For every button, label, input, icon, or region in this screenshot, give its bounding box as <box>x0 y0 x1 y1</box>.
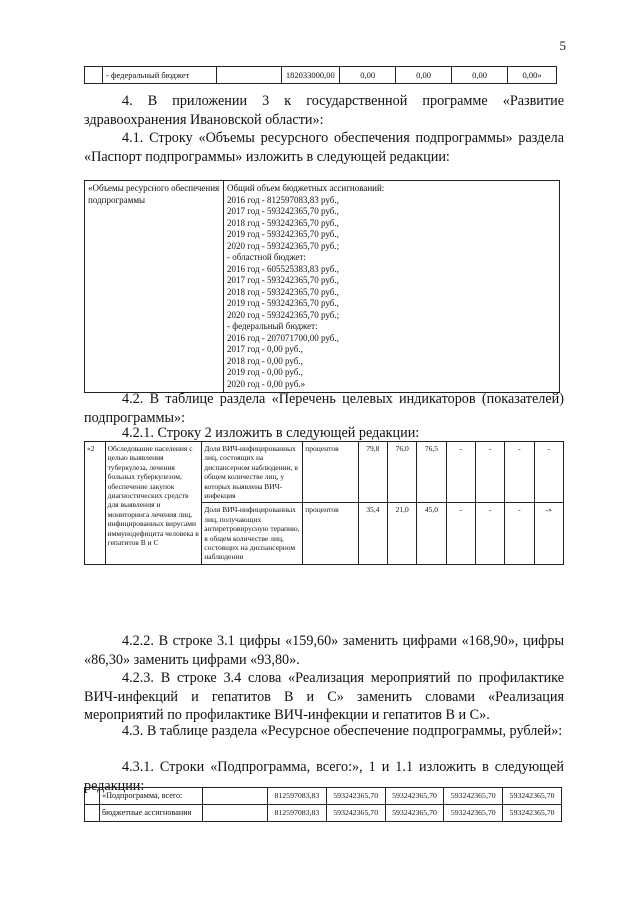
table-cell: процентов <box>303 503 358 564</box>
table-cell: «Подпрограмма, всего: <box>100 788 203 805</box>
table-cell: 45,0 <box>417 503 446 564</box>
table-cell: 812597083,83 <box>268 788 327 805</box>
table-cell: 593242365,70 <box>385 788 444 805</box>
table-cell: 593242365,70 <box>385 805 444 822</box>
table-cell: 0,00» <box>508 67 557 84</box>
text-line: 2017 год - 593242365,70 руб., <box>227 275 339 285</box>
table-cell: 593242365,70 <box>444 788 503 805</box>
table-cell: 593242365,70 <box>444 805 503 822</box>
table-cell: 35,4 <box>358 503 387 564</box>
table-cell: 0,00 <box>452 67 508 84</box>
table-row <box>85 788 562 805</box>
paragraph-4-2: 4.2. В таблице раздела «Перечень целевых индикаторов (показателей) подпрограммы»: <box>84 391 564 426</box>
table-cell: 593242365,70 <box>326 788 385 805</box>
table-row <box>85 67 557 84</box>
table-cell: 79,8 <box>358 442 387 503</box>
table-cell: процентов <box>303 442 358 503</box>
table-cell: 0,00 <box>340 67 396 84</box>
table-cell: 593242365,70 <box>503 805 562 822</box>
text-line: 2018 год - 593242365,70 руб., <box>227 286 339 297</box>
passport-table <box>84 180 560 393</box>
table-row <box>85 442 564 503</box>
empty-cell <box>85 788 100 805</box>
table-cell: 21,0 <box>387 503 416 564</box>
text-line: - федеральный бюджет: <box>227 321 318 331</box>
text-line: 2016 год - 605525383,83 руб., <box>227 263 339 274</box>
text-line: 2018 год - 0,00 руб., <box>227 355 303 366</box>
page-number: 5 <box>559 38 566 53</box>
text-line: 2019 год - 593242365,70 руб., <box>227 229 339 239</box>
table-cell: 76,5 <box>417 442 446 503</box>
table-cell: - <box>475 442 504 503</box>
table-cell: Обследование населения с целью выявления туберкулеза, лечения больных туберкулезом, обеспечение закупок диагностических средств для выявления и мониторинга лечения лиц, инфицированных вирусами иммунодефицита человека в гепатитов В и С <box>105 442 202 565</box>
table-cell: Доля ВИЧ-инфицированных лиц, состоящих на диспансерном наблюдении, в общем количестве лиц, у которых выявлена ВИЧ-инфекция <box>202 442 303 503</box>
table-cell: 182033000,00 <box>281 67 340 84</box>
indicator-table <box>84 441 564 565</box>
table-cell: 593242365,70 <box>326 805 385 822</box>
text-line: 2019 год - 593242365,70 руб., <box>227 298 339 308</box>
empty-cell <box>216 67 281 84</box>
text-line: 2020 год - 0,00 руб.» <box>227 378 306 389</box>
text-line: 2016 год - 812597083,83 руб., <box>227 194 339 205</box>
text-line: 2016 год - 207071700,00 руб., <box>227 332 339 343</box>
text-line: 2017 год - 0,00 руб., <box>227 344 303 354</box>
empty-cell <box>203 805 268 822</box>
text-line: 2020 год - 593242365,70 руб.; <box>227 309 340 320</box>
table-cell: 0,00 <box>396 67 452 84</box>
table-cell: 76,0 <box>387 442 416 503</box>
table-cell: 812597083,83 <box>268 805 327 822</box>
paragraph-4-3: 4.3. В таблице раздела «Ресурсное обеспечение подпрограммы, рублей»: <box>122 723 563 739</box>
table-cell: «2 <box>85 442 106 565</box>
empty-cell <box>85 805 100 822</box>
paragraph-4-2-1: 4.2.1. Строку 2 изложить в следующей редакции: <box>122 425 420 441</box>
table-cell <box>224 181 560 393</box>
table-cell: - <box>446 442 475 503</box>
budget-row-table <box>84 66 557 84</box>
table-cell: - федеральный бюджет <box>103 67 217 84</box>
table-cell: - <box>446 503 475 564</box>
empty-cell <box>203 788 268 805</box>
text-line: - областной бюджет: <box>227 252 306 262</box>
paragraph-4-2-2: 4.2.2. В строке 3.1 цифры «159,60» заменить цифрами «168,90», цифры «86,30» заменить цифрами «93,80». <box>84 633 564 668</box>
table-cell: - <box>505 503 534 564</box>
empty-cell <box>85 67 103 84</box>
table-cell: -» <box>534 503 563 564</box>
paragraph-4-3-1: 4.3.1. Строки «Подпрограмма, всего:», 1 и 1.1 изложить в следующей редакции: <box>84 759 564 794</box>
table-cell: бюджетные ассигнования <box>100 805 203 822</box>
paragraph-4: 4. В приложении 3 к государственной программе «Развитие здравоохранения Ивановской области»: <box>84 93 564 128</box>
table-row <box>85 805 562 822</box>
paragraph-4-1: 4.1. Строку «Объемы ресурсного обеспечения подпрограммы» раздела «Паспорт подпрограммы» изложить в следующей редакции: <box>84 130 564 165</box>
table-row <box>85 181 560 393</box>
text-line: 2020 год - 593242365,70 руб.; <box>227 240 340 251</box>
text-line: 2017 год - 593242365,70 руб., <box>227 206 339 216</box>
table-cell: 593242365,70 <box>503 788 562 805</box>
text-line: 2018 год - 593242365,70 руб., <box>227 217 339 228</box>
text-line: Общий объем бюджетных ассигнований: <box>227 183 385 193</box>
text-line: 2019 год - 0,00 руб., <box>227 367 303 377</box>
table-cell: «Объемы ресурсного обеспечения подпрограммы <box>85 181 224 393</box>
paragraph-4-2-3: 4.2.3. В строке 3.4 слова «Реализация мероприятий по профилактике ВИЧ-инфекций и гепатитов В и С» заменить словами «Реализация мероприятий по профилактике ВИЧ-инфекции и гепатитов В и С». <box>84 670 564 723</box>
resource-table <box>84 787 562 822</box>
table-cell: - <box>505 442 534 503</box>
table-cell: - <box>534 442 563 503</box>
table-cell: - <box>475 503 504 564</box>
table-cell: Доля ВИЧ-инфицированных лиц, получающих антиретровирусную терапию, в общем количестве лиц, состоящих на диспансерном наблюдении <box>202 503 303 564</box>
